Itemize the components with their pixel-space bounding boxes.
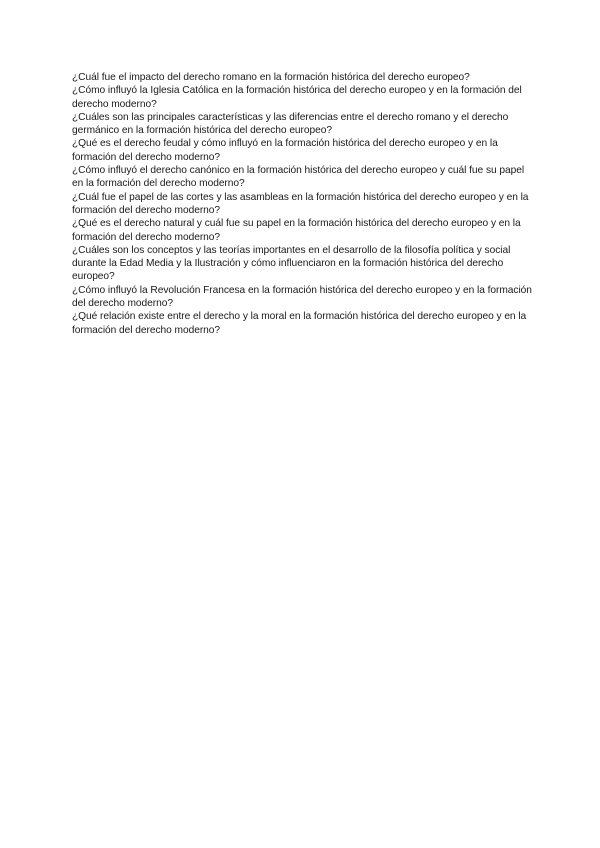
question-8: ¿Cuáles son los conceptos y las teorías importantes en el desarrollo de la filosofía política y social durante la Edad Media y la Ilustración y cómo influenciaron en la formación histórica del derecho europeo?	[72, 244, 511, 283]
question-2: ¿Cómo influyó la Iglesia Católica en la formación histórica del derecho europeo y en la formación del derecho moderno?	[72, 85, 522, 110]
question-5: ¿Cómo influyó el derecho canónico en la formación histórica del derecho europeo y cuál fue su papel en la formación del derecho moderno?	[72, 165, 525, 190]
question-9: ¿Cómo influyó la Revolución Francesa en la formación histórica del derecho europeo y en la formación del derecho moderno?	[72, 284, 532, 310]
question-6: ¿Cuál fue el papel de las cortes y las asambleas en la formación histórica del derecho europeo y en la formación del derecho moderno?	[72, 191, 529, 216]
question-list	[72, 71, 534, 337]
question-7: ¿Qué es el derecho natural y cuál fue su papel en la formación histórica del derecho europeo y en la formación del derecho moderno?	[72, 218, 521, 243]
question-3: ¿Cuáles son las principales características y las diferencias entre el derecho romano y el derecho germánico en la formación histórica del derecho europeo?	[72, 111, 509, 137]
question-1: ¿Cuál fue el impacto del derecho romano en la formación histórica del derecho europeo?	[72, 72, 470, 83]
question-10: ¿Qué relación existe entre el derecho y la moral en la formación histórica del derecho europeo y en la formación del derecho moderno?	[72, 311, 527, 336]
question-4: ¿Qué es el derecho feudal y cómo influyó en la formación histórica del derecho europeo y en la formación del derecho moderno?	[72, 138, 498, 163]
